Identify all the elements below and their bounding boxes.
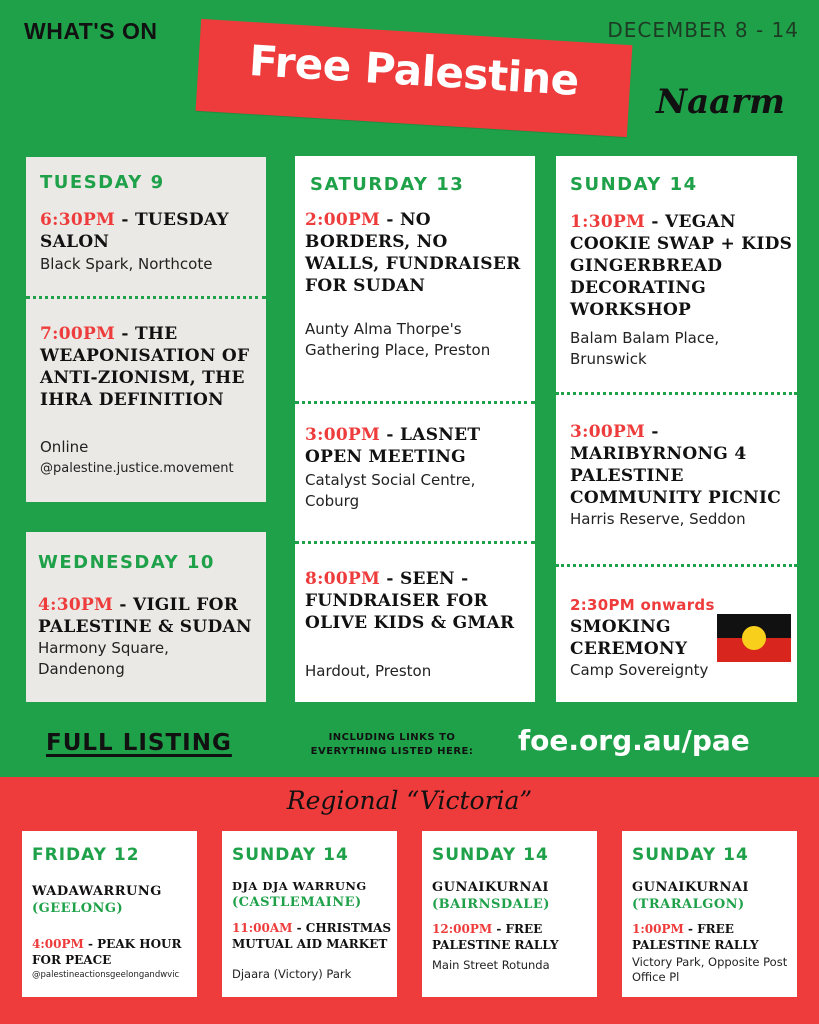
event-name: - NO BORDERS, NO WALLS, FUNDRAISER FOR SUDAN [305, 210, 521, 296]
divider [295, 401, 535, 404]
event-name: SMOKING CEREMONY [570, 617, 688, 659]
event-time: 3:00PM [305, 425, 381, 445]
event-time: 6:30PM [40, 210, 116, 230]
event-venue: Harmony Square, Dandenong [38, 639, 169, 678]
event-title [570, 421, 795, 509]
regional-card-traralgon [622, 831, 797, 997]
listing-url-link[interactable]: foe.org.au/pae [518, 724, 750, 757]
event-handle: @palestine.justice.movement [40, 461, 234, 476]
event-time: 4:30PM [38, 595, 114, 615]
event-name: - SEEN - FUNDRAISER FOR OLIVE KIDS & GMAR [305, 569, 515, 633]
event-venue: Catalyst Social Centre, Coburg [305, 471, 476, 510]
nation-name: WADAWARRUNG [32, 884, 162, 899]
day-heading: SUNDAY 14 [232, 845, 349, 865]
event-time: 1:30PM [570, 212, 646, 232]
event-venue: Main Street Rotunda [432, 958, 550, 972]
nation-name: DJA DJA WARRUNG [232, 879, 367, 893]
town-name: (BAIRNSDALE) [432, 897, 550, 912]
town-name: (CASTLEMAINE) [232, 895, 362, 910]
event-title [305, 424, 527, 468]
event-name: - VIGIL FOR PALESTINE & SUDAN [38, 595, 252, 637]
event-time: 3:00PM [570, 422, 646, 442]
event-venue: Harris Reserve, Seddon [570, 510, 746, 528]
event-name: - MARIBYRNONG 4 PALESTINE COMMUNITY PICNIC [570, 422, 782, 508]
event-title [570, 594, 720, 660]
full-listing-label: FULL LISTING [46, 730, 232, 756]
listing-note: INCLUDING LINKS TO EVERYTHING LISTED HERE: [310, 732, 474, 757]
event-name: - PEAK HOUR FOR PEACE [32, 937, 182, 967]
event-title [305, 568, 527, 634]
day-card-sunday [556, 156, 797, 702]
event-name: - LASNET OPEN MEETING [305, 425, 481, 467]
day-heading: SUNDAY 14 [632, 845, 749, 865]
event-name: - CHRISTMAS MUTUAL AID MARKET [232, 921, 392, 951]
event-time: 1:00PM [632, 922, 684, 936]
event-venue: Camp Sovereignty [570, 661, 709, 679]
location-label: Naarm [656, 82, 786, 122]
event-time: 2:00PM [305, 210, 381, 230]
nation-name: GUNAIKURNAI [432, 880, 550, 895]
day-heading: SUNDAY 14 [570, 174, 698, 195]
event-time: 2:30PM onwards [570, 596, 715, 614]
regional-card-bairnsdale [422, 831, 597, 997]
event-time: 8:00PM [305, 569, 381, 589]
event-name: - TUESDAY SALON [40, 210, 229, 252]
event-title [632, 921, 794, 953]
event-title [38, 594, 264, 638]
aboriginal-flag-icon [717, 614, 791, 662]
event-title [232, 920, 394, 952]
divider [295, 541, 535, 544]
regional-card-geelong [22, 831, 197, 997]
event-title [40, 209, 262, 253]
day-card-tuesday [26, 157, 266, 502]
event-time: 7:00PM [40, 324, 116, 344]
event-time: 4:00PM [32, 937, 84, 951]
regional-heading: Regional “Victoria” [286, 786, 533, 815]
event-title [570, 211, 795, 321]
day-heading: SUNDAY 14 [432, 845, 549, 865]
town-name: (GEELONG) [32, 901, 124, 916]
event-title [305, 209, 527, 297]
event-name: - VEGAN COOKIE SWAP + KIDS GINGERBREAD DECORATING WORKSHOP [570, 212, 793, 320]
day-card-wednesday [26, 532, 266, 702]
event-time: 12:00PM [432, 922, 493, 936]
event-venue: Djaara (Victory) Park [232, 967, 352, 981]
nation-name: GUNAIKURNAI [632, 880, 750, 895]
event-venue: Balam Balam Place, Brunswick [570, 329, 720, 368]
event-venue: Aunty Alma Thorpe's Gathering Place, Preston [305, 320, 491, 359]
date-range: DECEMBER 8 - 14 [607, 18, 799, 42]
event-name: - THE WEAPONISATION OF ANTI-ZIONISM, THE IHRA DEFINITION [40, 324, 250, 410]
event-name: - FREE PALESTINE RALLY [632, 922, 759, 952]
event-venue: Online [40, 438, 89, 456]
event-venue: Hardout, Preston [305, 662, 432, 680]
event-venue: Victory Park, Opposite Post Office Pl [632, 955, 788, 984]
regional-card-castlemaine [222, 831, 397, 997]
event-title [40, 323, 262, 411]
day-heading: TUESDAY 9 [40, 172, 165, 193]
event-title [32, 936, 194, 968]
event-title [432, 921, 596, 953]
day-card-saturday [295, 156, 535, 702]
banner-title: Free Palestine [247, 35, 581, 106]
divider [556, 392, 797, 395]
day-heading: WEDNESDAY 10 [38, 552, 215, 573]
event-name: - FREE PALESTINE RALLY [432, 922, 559, 952]
event-venue: Black Spark, Northcote [40, 255, 213, 273]
whats-on-heading: WHAT'S ON [24, 18, 158, 44]
divider [556, 564, 797, 567]
day-heading: SATURDAY 13 [310, 174, 465, 195]
divider [26, 296, 266, 299]
day-heading: FRIDAY 12 [32, 845, 140, 865]
event-time: 11:00AM [232, 921, 293, 935]
event-handle: @palestineactionsgeelongandwvic [32, 970, 180, 980]
town-name: (TRARALGON) [632, 897, 745, 912]
